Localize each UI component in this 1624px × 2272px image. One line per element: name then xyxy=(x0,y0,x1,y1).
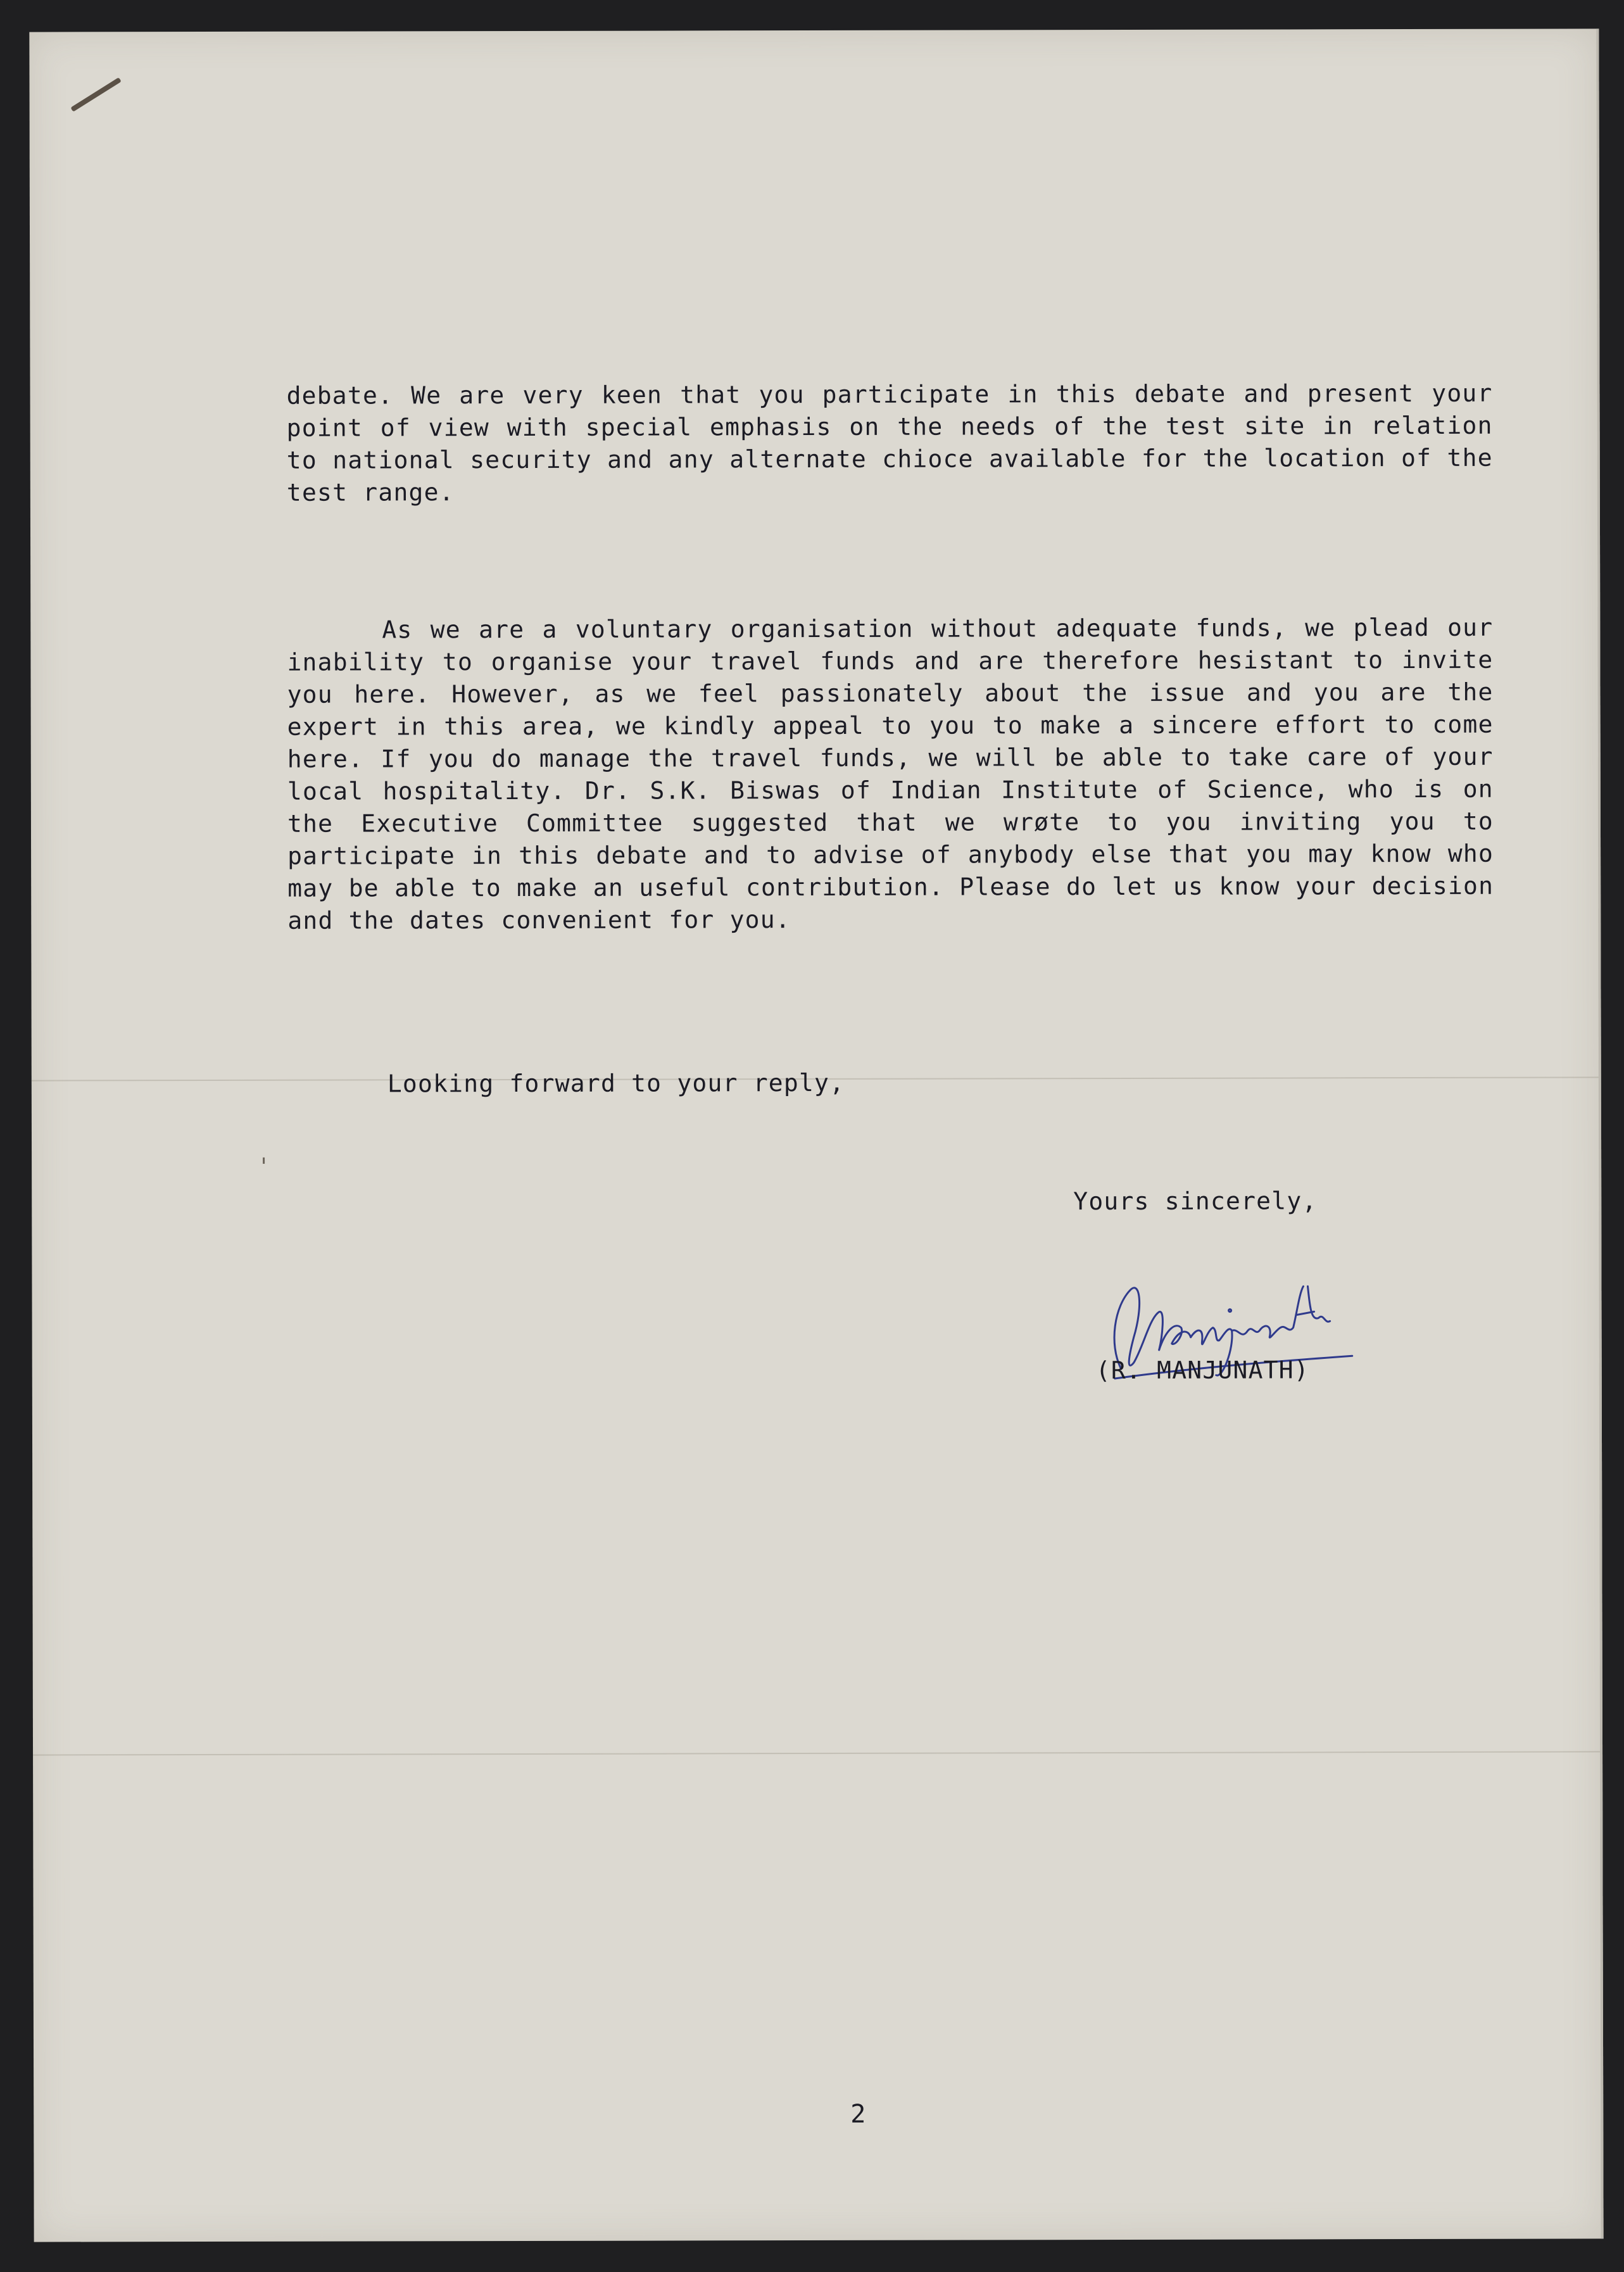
closing-line: Looking forward to your reply, xyxy=(387,1068,845,1098)
staple-mark xyxy=(70,77,121,112)
letter-page xyxy=(29,28,1603,2242)
body-paragraph-1: debate. We are very keen that you participate in this debate and present your point of view with special emphasis on the needs of the test site in relation to national security and any alternate chioce available for the location of the test range. xyxy=(286,379,1493,507)
valediction: Yours sincerely, xyxy=(1073,1187,1318,1216)
page-number: 2 xyxy=(850,2099,866,2129)
fold-line xyxy=(33,1751,1600,1755)
body-paragraph-2: As we are a voluntary organisation without adequate funds, we plead our inability to organise your travel funds and are therefore hesistant to invite you here. However, as we feel passionately about the issue and you are the expert in this area, we kindly appeal to you to make a sincere effort to come here. If you do manage the travel funds, we will be able to take care of your local hospitality. Dr. S.K. Biswas of Indian Institute of Science, who is on the Executive Committee suggested that we wrøte to you inviting you to participate in this debate and to advise of anybody else that you may know who may be able to make an useful contribution. Please do let us know your decision and the dates convenient for you. xyxy=(287,613,1494,935)
signatory-name: (R. MANJUNATH) xyxy=(1095,1356,1309,1385)
ink-speck xyxy=(263,1158,265,1164)
